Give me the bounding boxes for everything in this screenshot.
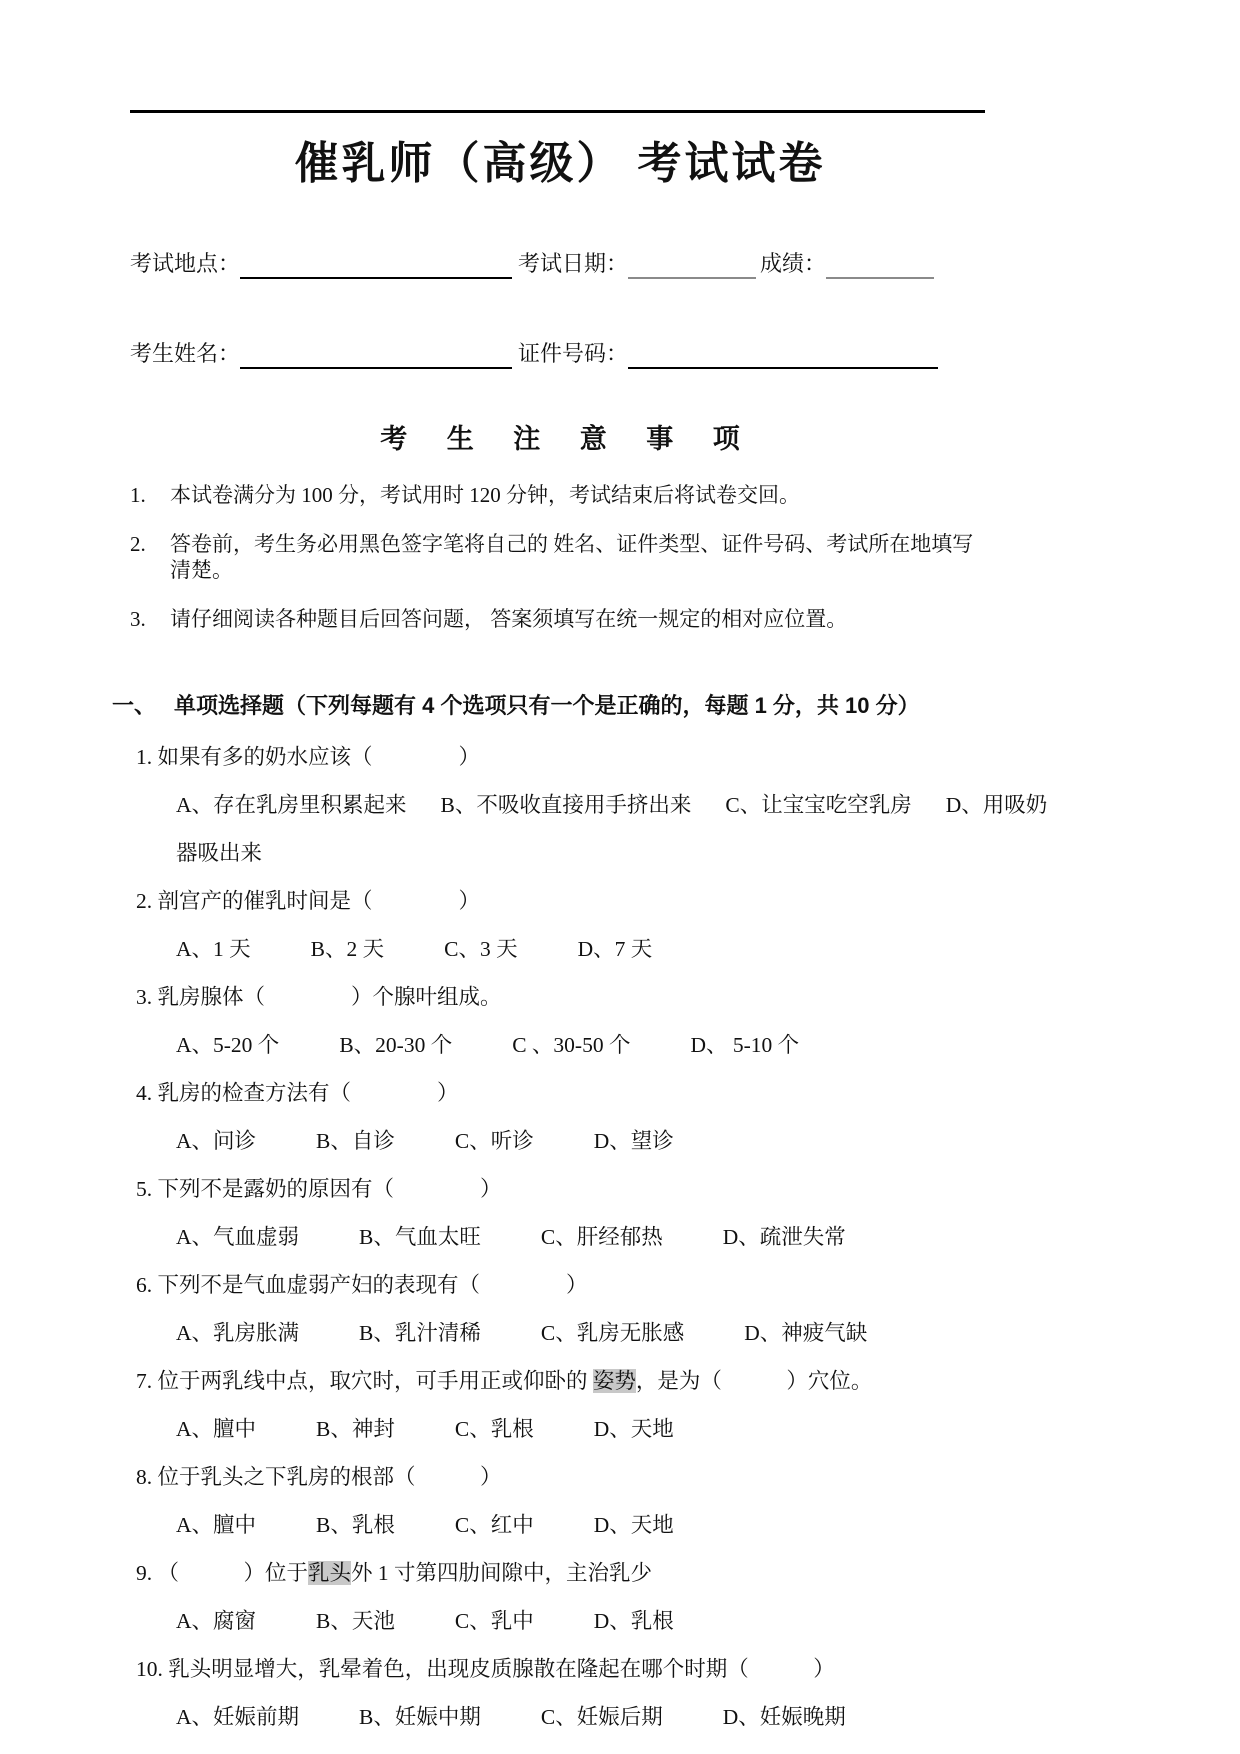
option-b: B、天池	[316, 1609, 395, 1633]
option-a: A、5-20 个	[176, 1033, 280, 1057]
id-number-label: 证件号码：	[518, 341, 629, 366]
question-stem	[136, 1658, 990, 1680]
option-b: B、2 天	[310, 937, 385, 961]
option-a: A、存在乳房里积累起来	[176, 793, 407, 817]
option-d: D、乳根	[593, 1609, 674, 1633]
question-stem	[136, 1082, 990, 1104]
exam-location-label: 考试地点：	[130, 251, 241, 276]
question-options	[176, 1706, 990, 1728]
stem-text: 3. 乳房腺体（ ）个腺叶组成。	[136, 985, 502, 1009]
stem-text: 9. （ ）位于	[136, 1561, 309, 1585]
page-content	[112, 110, 1048, 1729]
question-10	[130, 1658, 990, 1728]
notice-heading: 考 生 注 意 事 项	[380, 424, 756, 454]
option-b: B、不吸收直接用手挤出来	[440, 793, 692, 817]
question-options	[176, 1130, 990, 1152]
question-options	[176, 938, 990, 960]
option-d: D、天地	[593, 1417, 674, 1441]
question-stem	[136, 1370, 990, 1392]
notice-item	[130, 531, 990, 583]
exam-location-blank	[240, 251, 512, 279]
notice-item-text: 答卷前，考生务必用黑色签字笔将自己的 姓名、证件类型、证件号码、考试所在地填写清楚。	[170, 532, 974, 582]
question-6	[130, 1274, 990, 1344]
option-a: A、膻中	[176, 1513, 257, 1537]
notice-item	[130, 482, 990, 508]
option-a: A、1 天	[176, 937, 251, 961]
option-c: C、3 天	[444, 937, 518, 961]
question-options	[176, 1034, 990, 1056]
option-d: D、 5-10 个	[690, 1033, 800, 1057]
highlighted-word: 乳头	[308, 1561, 352, 1585]
question-stem	[136, 890, 990, 912]
option-c: C、红中	[454, 1513, 534, 1537]
option-b: B、自诊	[316, 1129, 395, 1153]
question-8	[130, 1466, 990, 1536]
stem-text: 4. 乳房的检查方法有（ ）	[136, 1081, 459, 1105]
option-d: D、望诊	[593, 1129, 674, 1153]
question-5	[130, 1178, 990, 1248]
question-9	[130, 1562, 990, 1632]
notice-item	[130, 606, 990, 632]
option-b: B、乳汁清稀	[359, 1321, 481, 1345]
question-options	[176, 1610, 990, 1632]
option-d: D、疏泄失常	[722, 1225, 846, 1249]
question-4	[130, 1082, 990, 1152]
option-b: B、乳根	[316, 1513, 395, 1537]
question-options	[176, 1514, 990, 1536]
option-c: C、乳根	[454, 1417, 534, 1441]
section-title: 单项选择题（下列每题有 4 个选项只有一个是正确的，每题 1 分，共 10 分）	[174, 693, 920, 718]
question-options	[176, 1322, 990, 1344]
option-a: A、膻中	[176, 1417, 257, 1441]
option-a: A、妊娠前期	[176, 1705, 300, 1729]
option-d: D、天地	[593, 1513, 674, 1537]
stem-text: 1. 如果有多的奶水应该（ ）	[136, 745, 481, 769]
option-c: C、肝经郁热	[540, 1225, 663, 1249]
exam-title: 催乳师（高级） 考试试卷	[294, 139, 826, 188]
question-1	[130, 745, 1048, 865]
question-stem	[136, 746, 990, 768]
exam-date-label: 考试日期：	[518, 251, 629, 276]
question-stem	[136, 1274, 990, 1296]
question-stem	[136, 1178, 990, 1200]
option-b: B、神封	[316, 1417, 395, 1441]
stem-text-after: 外 1 寸第四肋间隙中，主治乳少	[351, 1561, 653, 1585]
section-number: 一、	[112, 693, 157, 718]
question-options	[176, 1226, 990, 1248]
question-list	[130, 745, 1048, 1729]
option-c: C、让宝宝吃空乳房	[725, 793, 912, 817]
option-a: A、气血虚弱	[176, 1225, 300, 1249]
stem-text: 2. 剖宫产的催乳时间是（ ）	[136, 889, 481, 913]
form-row-exam-info	[130, 249, 990, 279]
question-stem	[136, 986, 990, 1008]
option-a: A、乳房胀满	[176, 1321, 300, 1345]
stem-text: 6. 下列不是气血虚弱产妇的表现有（ ）	[136, 1273, 588, 1297]
question-options	[176, 1418, 990, 1440]
exam-date-blank	[628, 251, 756, 279]
option-c: C、乳中	[454, 1609, 534, 1633]
score-label: 成绩：	[760, 251, 827, 276]
option-continuation: 器吸出来	[176, 841, 263, 865]
highlighted-word: 姿势	[592, 1369, 636, 1393]
notice-item-number: 3.	[130, 607, 146, 631]
candidate-name-blank	[240, 341, 512, 369]
option-c: C 、30-50 个	[512, 1033, 631, 1057]
notice-item-text: 请仔细阅读各种题目后回答问题， 答案须填写在统一规定的相对应位置。	[170, 607, 848, 631]
option-d: D、神疲气缺	[744, 1321, 868, 1345]
score-blank	[826, 251, 934, 279]
option-d: D、妊娠晚期	[722, 1705, 846, 1729]
stem-text: 7. 位于两乳线中点，取穴时，可手用正或仰卧的	[136, 1369, 593, 1393]
form-row-candidate-info	[130, 339, 990, 369]
stem-text: 10. 乳头明显增大，乳晕着色，出现皮质腺散在隆起在哪个时期（ ）	[136, 1657, 835, 1681]
stem-text: 8. 位于乳头之下乳房的根部（ ）	[136, 1465, 502, 1489]
question-stem	[136, 1562, 990, 1584]
option-a: A、腐窗	[176, 1609, 257, 1633]
option-c: C、乳房无胀感	[540, 1321, 685, 1345]
top-rule	[130, 110, 985, 113]
id-number-blank	[628, 341, 938, 369]
notice-list	[130, 482, 990, 632]
notice-item-number: 1.	[130, 483, 146, 507]
option-c: C、听诊	[454, 1129, 534, 1153]
option-b: B、妊娠中期	[359, 1705, 481, 1729]
option-a: A、问诊	[176, 1129, 257, 1153]
option-b: B、气血太旺	[359, 1225, 481, 1249]
question-stem	[136, 1466, 990, 1488]
notice-item-text: 本试卷满分为 100 分，考试用时 120 分钟，考试结束后将试卷交回。	[170, 483, 800, 507]
stem-text-after: ，是为（ ）穴位。	[635, 1369, 873, 1393]
section-heading	[112, 692, 990, 720]
question-options	[176, 793, 1048, 817]
notice-item-number: 2.	[130, 532, 146, 556]
stem-text: 5. 下列不是露奶的原因有（ ）	[136, 1177, 502, 1201]
option-b: B、20-30 个	[339, 1033, 453, 1057]
question-7	[130, 1370, 990, 1440]
question-3	[130, 986, 990, 1056]
question-2	[130, 890, 990, 960]
option-d: D、7 天	[577, 937, 653, 961]
option-d: D、用吸奶	[945, 793, 1048, 817]
candidate-name-label: 考生姓名：	[130, 341, 241, 366]
option-c: C、妊娠后期	[540, 1705, 663, 1729]
